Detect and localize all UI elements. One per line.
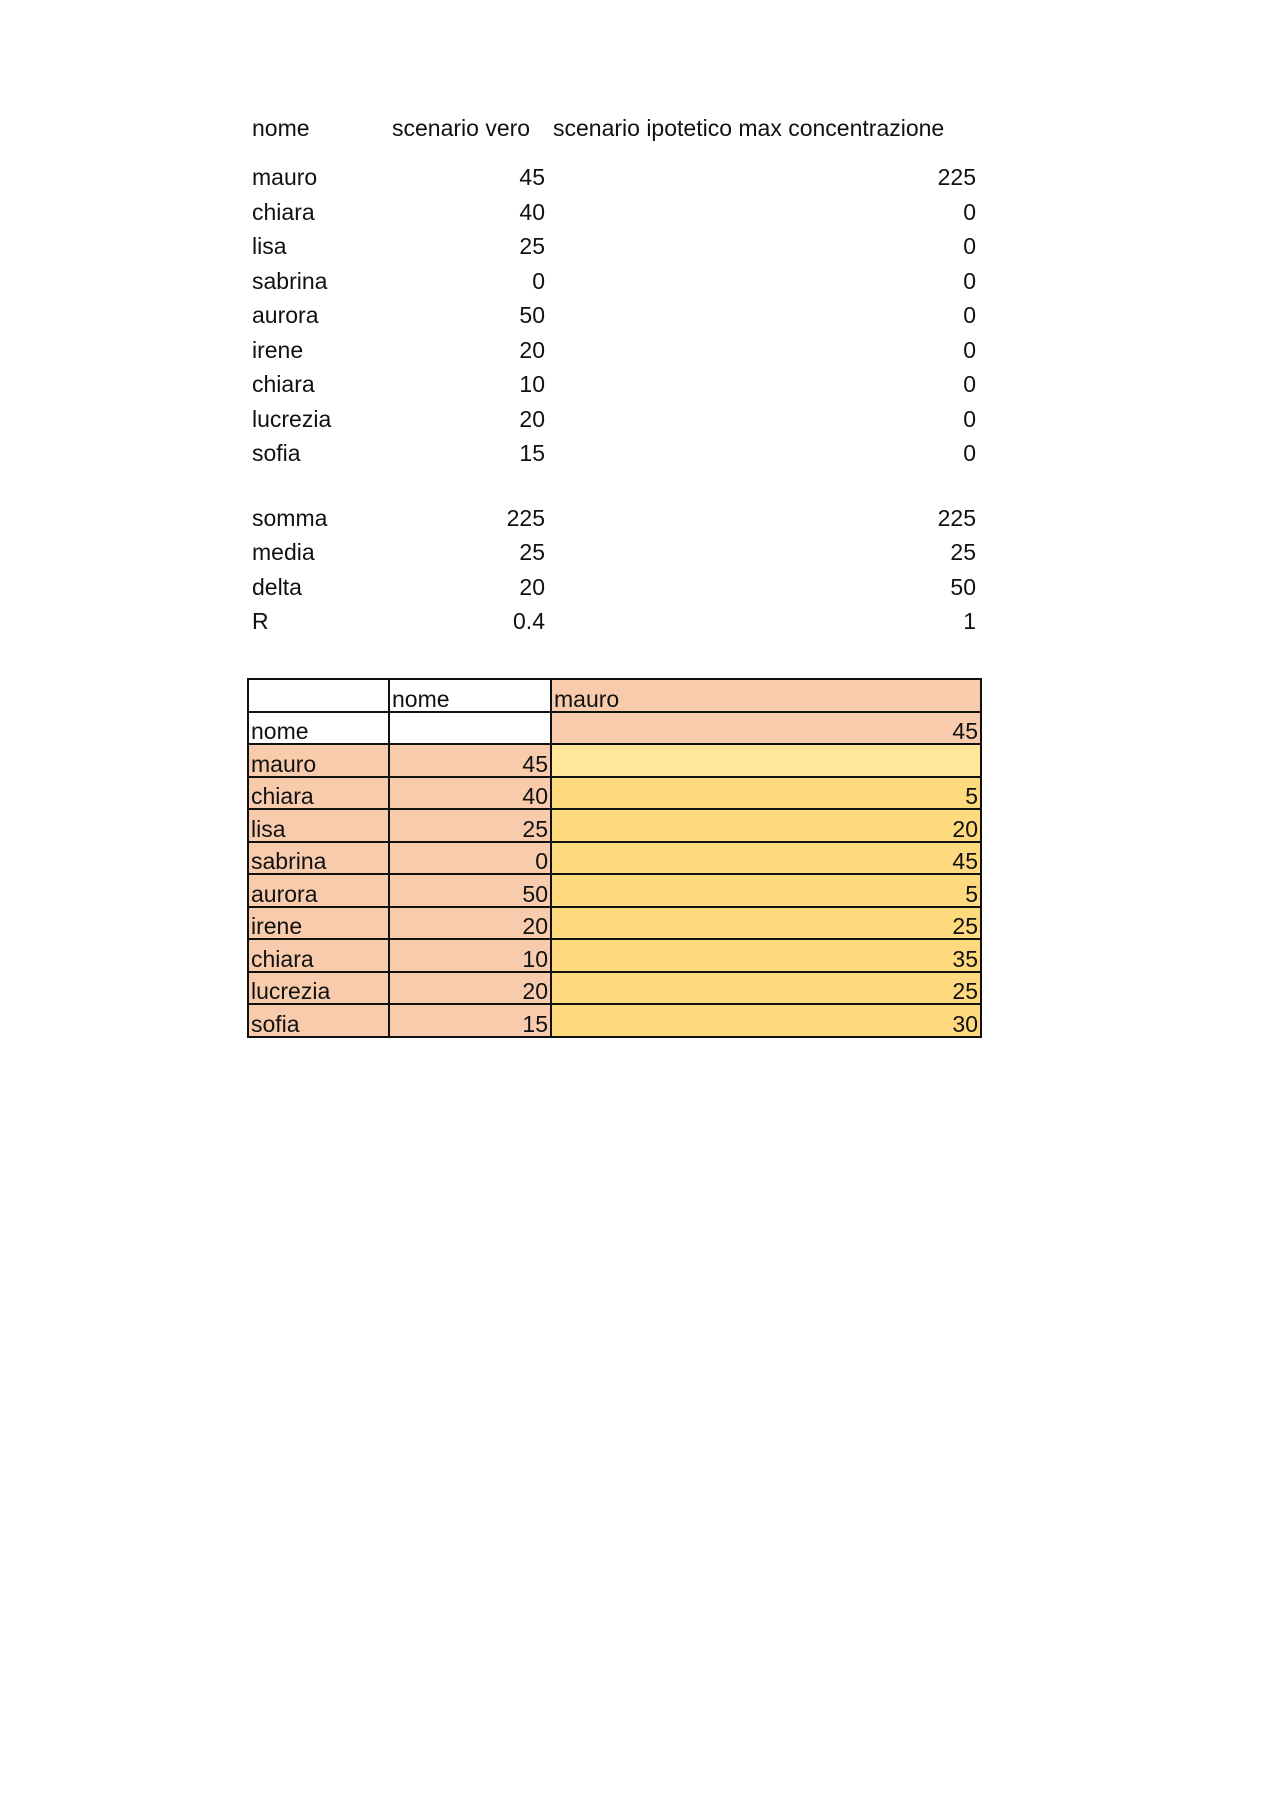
value-cell[interactable]: 15: [389, 1004, 551, 1037]
row-name-cell[interactable]: sofia: [252, 440, 301, 466]
row-real-value-cell[interactable]: 20: [519, 405, 545, 432]
row-hypothetical-value-cell[interactable]: 225: [937, 164, 976, 190]
row-real-value-cell[interactable]: 50: [519, 302, 545, 328]
row-real-value-cell[interactable]: 10: [519, 371, 545, 397]
name-cell[interactable]: lucrezia: [248, 972, 389, 1005]
summary-row: [248, 431, 980, 466]
summary-row: [248, 258, 980, 293]
difference-cell[interactable]: 5: [551, 777, 981, 810]
stat-real-value-cell[interactable]: 225: [506, 504, 545, 531]
row-hypothetical-value-cell[interactable]: 0: [963, 302, 976, 328]
corner-cell[interactable]: [248, 679, 389, 712]
stat-hypothetical-value-cell[interactable]: 50: [950, 573, 976, 600]
stats-row-delta: [248, 564, 980, 599]
difference-row: [248, 972, 981, 1005]
row-real-value-cell[interactable]: 15: [519, 440, 545, 466]
difference-row: [248, 744, 981, 777]
stats-row-sum: [248, 495, 980, 530]
name-cell[interactable]: irene: [248, 907, 389, 940]
value-cell[interactable]: 0: [389, 842, 551, 875]
summary-row: [248, 224, 980, 259]
summary-row: [248, 151, 980, 189]
header-real-scenario-cell[interactable]: scenario vero: [392, 115, 531, 141]
row-name-cell[interactable]: chiara: [252, 198, 315, 225]
stat-hypothetical-value-cell[interactable]: 25: [950, 539, 976, 565]
difference-row: [248, 809, 981, 842]
difference-cell[interactable]: 45: [551, 842, 981, 875]
row-name-cell[interactable]: chiara: [252, 371, 315, 397]
summary-row: [248, 293, 980, 328]
row-hypothetical-value-cell[interactable]: 0: [963, 267, 976, 294]
row-real-value-cell[interactable]: 25: [519, 233, 545, 259]
stat-real-value-cell[interactable]: 20: [519, 573, 545, 600]
difference-cell[interactable]: 20: [551, 809, 981, 842]
selected-person-value-cell[interactable]: 45: [551, 712, 981, 745]
row-name-cell[interactable]: irene: [252, 336, 304, 363]
header-hypothetical-scenario-cell[interactable]: scenario ipotetico max concentrazione: [553, 115, 945, 141]
difference-header-row: [248, 679, 981, 712]
header-name-cell[interactable]: nome: [252, 115, 310, 141]
row-hypothetical-value-cell[interactable]: 0: [963, 405, 976, 432]
row-hypothetical-value-cell[interactable]: 0: [963, 233, 976, 259]
stats-row-mean: [248, 530, 980, 565]
difference-row: [248, 939, 981, 972]
summary-table: [248, 117, 980, 633]
row-name-cell[interactable]: lisa: [252, 233, 287, 259]
row-name-cell[interactable]: sabrina: [252, 267, 328, 294]
empty-row: [248, 465, 980, 495]
name-cell[interactable]: chiara: [248, 939, 389, 972]
value-cell[interactable]: 50: [389, 874, 551, 907]
stats-row-r: [248, 599, 980, 634]
summary-row: [248, 189, 980, 224]
name-cell[interactable]: sabrina: [248, 842, 389, 875]
difference-row: [248, 907, 981, 940]
value-cell[interactable]: 40: [389, 777, 551, 810]
stat-label-cell[interactable]: R: [252, 608, 269, 634]
empty-cell[interactable]: [248, 465, 388, 495]
value-cell[interactable]: 20: [389, 972, 551, 1005]
value-cell[interactable]: 20: [389, 907, 551, 940]
name-cell[interactable]: chiara: [248, 777, 389, 810]
difference-table: [247, 678, 982, 1038]
difference-row: [248, 842, 981, 875]
row-hypothetical-value-cell[interactable]: 0: [963, 336, 976, 363]
summary-row: [248, 327, 980, 362]
row-real-value-cell[interactable]: 20: [519, 336, 545, 363]
row-name-cell[interactable]: aurora: [252, 302, 319, 328]
empty-cell[interactable]: [549, 465, 980, 495]
difference-cell[interactable]: 25: [551, 972, 981, 1005]
name-cell[interactable]: lisa: [248, 809, 389, 842]
stat-real-value-cell[interactable]: 0.4: [513, 608, 545, 634]
stat-hypothetical-value-cell[interactable]: 1: [963, 608, 976, 634]
name-cell[interactable]: mauro: [248, 744, 389, 777]
summary-row: [248, 362, 980, 397]
blank-cell[interactable]: [389, 712, 551, 745]
empty-cell[interactable]: [388, 465, 549, 495]
row-real-value-cell[interactable]: 0: [532, 267, 545, 294]
row-name-cell[interactable]: mauro: [252, 164, 318, 190]
row-hypothetical-value-cell[interactable]: 0: [963, 371, 976, 397]
difference-cell[interactable]: 30: [551, 1004, 981, 1037]
difference-row: [248, 777, 981, 810]
difference-row: [248, 1004, 981, 1037]
difference-cell[interactable]: 35: [551, 939, 981, 972]
name-cell[interactable]: aurora: [248, 874, 389, 907]
stat-label-cell[interactable]: media: [252, 539, 315, 565]
difference-cell[interactable]: 5: [551, 874, 981, 907]
value-cell[interactable]: 45: [389, 744, 551, 777]
value-cell[interactable]: 25: [389, 809, 551, 842]
row-real-value-cell[interactable]: 45: [519, 164, 545, 190]
summary-row: [248, 396, 980, 431]
selected-person-cell[interactable]: mauro: [551, 679, 981, 712]
difference-cell[interactable]: [551, 744, 981, 777]
difference-value-row: [248, 712, 981, 745]
stat-hypothetical-value-cell[interactable]: 225: [937, 504, 976, 531]
value-cell[interactable]: 10: [389, 939, 551, 972]
row-hypothetical-value-cell[interactable]: 0: [963, 440, 976, 466]
name-cell[interactable]: sofia: [248, 1004, 389, 1037]
row-name-cell[interactable]: lucrezia: [252, 405, 332, 432]
stat-label-cell[interactable]: somma: [252, 504, 328, 531]
row-label-cell[interactable]: nome: [248, 712, 389, 745]
column-label-cell[interactable]: nome: [389, 679, 551, 712]
stat-real-value-cell[interactable]: 25: [519, 539, 545, 565]
row-hypothetical-value-cell[interactable]: 0: [963, 198, 976, 225]
row-real-value-cell[interactable]: 40: [519, 198, 545, 225]
summary-header-row: [248, 117, 980, 151]
difference-row: [248, 874, 981, 907]
stat-label-cell[interactable]: delta: [252, 573, 302, 600]
difference-cell[interactable]: 25: [551, 907, 981, 940]
